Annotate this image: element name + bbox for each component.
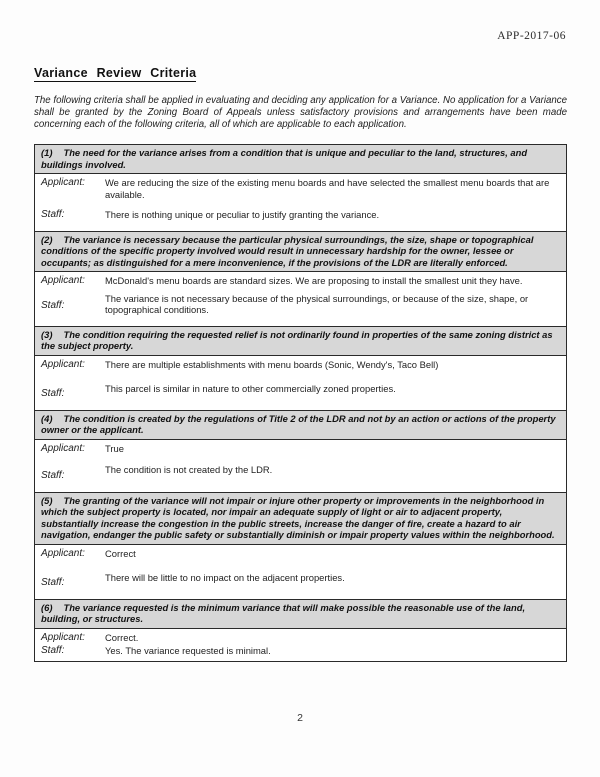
criteria-table xyxy=(34,144,567,662)
page-title-text: Variance Review Criteria xyxy=(34,66,197,80)
applicant-row xyxy=(41,443,560,455)
staff-label: Staff: xyxy=(41,577,65,588)
criteria-section-3 xyxy=(35,326,566,410)
criteria-section-4 xyxy=(35,410,566,492)
applicant-row xyxy=(41,359,560,371)
application-number: APP-2017-06 xyxy=(497,30,566,42)
staff-response: The variance is not necessary because of the physical surroundings, or because of the size, shape, or topographical conditions. xyxy=(105,292,529,315)
criterion-4-header xyxy=(35,410,566,440)
criterion-3-header xyxy=(35,326,566,356)
staff-row xyxy=(41,572,560,589)
applicant-response: We are reducing the size of the existing menu boards and have selected the smallest menu boards that are available. xyxy=(105,177,550,200)
staff-response: This parcel is similar in nature to other commercially zoned properties. xyxy=(105,383,396,394)
staff-label: Staff: xyxy=(41,388,65,399)
criterion-2-responses xyxy=(35,272,566,326)
criterion-1-header xyxy=(35,145,566,174)
page-number: 2 xyxy=(297,712,303,724)
criterion-3-text: The condition requiring the requested relief is not ordinarily found in properties of the same zoning district as the subject property. xyxy=(41,328,553,351)
staff-response: The condition is not created by the LDR. xyxy=(105,464,273,475)
criterion-6-responses xyxy=(35,629,566,661)
applicant-label: Applicant: xyxy=(41,547,85,559)
applicant-row xyxy=(41,177,560,200)
criterion-6-text: The variance requested is the minimum variance that will make possible the reasonable use of the land, building, or structures. xyxy=(41,601,526,624)
applicant-response: Correct xyxy=(105,547,136,559)
criterion-4-number: (4) xyxy=(41,412,53,424)
applicant-response: Correct. xyxy=(105,631,139,643)
applicant-response: There are multiple establishments with menu boards (Sonic, Wendy's, Taco Bell) xyxy=(105,358,439,370)
criterion-4-text: The condition is created by the regulations of Title 2 of the LDR and not by an action or actions of the property owner or the applicant. xyxy=(41,412,556,435)
staff-label: Staff: xyxy=(41,470,65,481)
staff-row xyxy=(41,645,560,657)
staff-label: Staff: xyxy=(41,299,65,311)
criterion-5-text: The granting of the variance will not impair or injure other property or improvements in the neighborhood in which the subject property is located, nor impair an adequate supply of light or air to adjacent property, substantially increase the congestion in the public streets, increase the danger of fire, create a hazard to air navigation, endanger the public safety or substantially diminish or impair property values within the neighborhood. xyxy=(41,494,555,540)
criteria-section-6 xyxy=(35,599,566,661)
applicant-label: Applicant: xyxy=(41,177,85,188)
applicant-row xyxy=(41,275,560,287)
criterion-5-header xyxy=(35,492,566,545)
applicant-label: Applicant: xyxy=(41,275,85,286)
applicant-response: True xyxy=(105,442,124,454)
criterion-1-number: (1) xyxy=(41,147,53,158)
criterion-5-number: (5) xyxy=(41,494,53,506)
staff-response: Yes. The variance requested is minimal. xyxy=(105,645,271,656)
applicant-label: Applicant: xyxy=(41,358,85,370)
criterion-2-number: (2) xyxy=(41,233,53,245)
criteria-section-1 xyxy=(35,145,566,231)
criterion-4-responses xyxy=(35,440,566,492)
staff-response: There will be little to no impact on the adjacent properties. xyxy=(105,572,345,583)
staff-row xyxy=(41,293,560,316)
applicant-row xyxy=(41,632,560,644)
criterion-6-header xyxy=(35,599,566,629)
criterion-3-number: (3) xyxy=(41,328,53,340)
page-title xyxy=(34,66,567,82)
staff-response: There is nothing unique or peculiar to justify granting the variance. xyxy=(105,209,380,220)
criteria-section-2 xyxy=(35,231,566,326)
staff-row xyxy=(41,464,560,482)
criterion-2-header xyxy=(35,231,566,273)
staff-row xyxy=(41,383,560,400)
criterion-1-responses xyxy=(35,174,566,231)
criterion-1-text: The need for the variance arises from a condition that is unique and peculiar to the land, structures, and buildings involved. xyxy=(41,147,528,170)
applicant-label: Applicant: xyxy=(41,442,85,454)
staff-label: Staff: xyxy=(41,209,65,220)
criterion-2-text: The variance is necessary because the particular physical surroundings, the size, shape or topographical conditions of the specific property involved would result in unnecessary hardship for the owner, lessee or occupants; as distinguished for a mere inconvenience, if the provisions of the LDR are literally enforced. xyxy=(41,233,534,268)
intro-paragraph: The following criteria shall be applied in evaluating and deciding any application for a Variance. No application for a Variance shall be granted by the Zoning Board of Appeals unless satisfactory provisions and arrangements have been made concerning each of the following criteria, all of which are applicable to each application. xyxy=(34,95,567,130)
criterion-3-responses xyxy=(35,356,566,410)
applicant-response: McDonald's menu boards are standard sizes. We are proposing to install the smallest unit they have. xyxy=(105,275,523,286)
criterion-6-number: (6) xyxy=(41,601,53,613)
staff-row xyxy=(41,209,560,221)
applicant-label: Applicant: xyxy=(41,631,85,643)
applicant-row xyxy=(41,548,560,560)
criterion-5-responses xyxy=(35,545,566,599)
criteria-section-5 xyxy=(35,492,566,599)
staff-label: Staff: xyxy=(41,645,65,656)
